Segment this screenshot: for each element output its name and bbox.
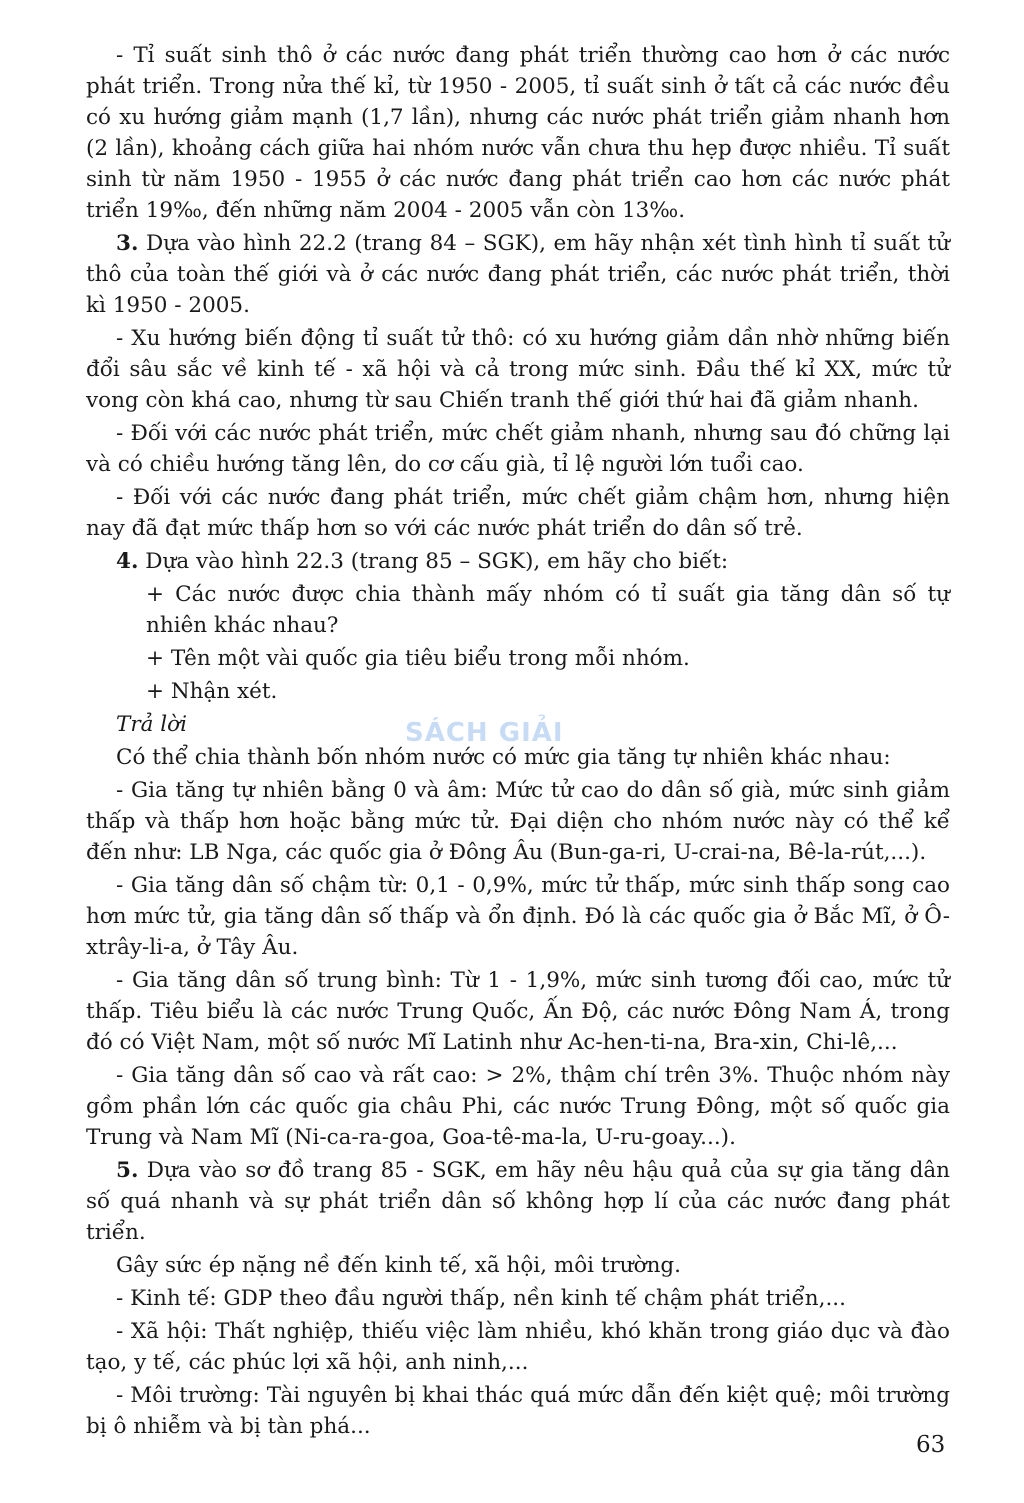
question-number: 3. (116, 231, 139, 256)
text-paragraph (86, 1060, 950, 1153)
paragraph-text: - Gia tăng dân số chậm từ: 0,1 - 0,9%, mức tử thấp, mức sinh thấp song cao hơn mức tử, gia tăng dân số thấp và ổn định. Đó là các quốc gia ở Bắc Mĩ, ở Ô-xtrây-li-a, ở Tây Âu. (86, 873, 950, 960)
paragraph-text: - Xã hội: Thất nghiệp, thiếu việc làm nhiều, khó khăn trong giáo dục và đào tạo, y tế, các phúc lợi xã hội, anh ninh,... (86, 1319, 950, 1375)
paragraph-text: - Gia tăng dân số trung bình: Từ 1 - 1,9%, mức sinh tương đối cao, mức tử thấp. Tiêu biểu là các nước Trung Quốc, Ấn Độ, các nước Đông Nam Á, trong đó có Việt Nam, một số nước Mĩ Latinh như Ac-hen-ti-na, Bra-xin, Chi-lê,... (86, 968, 950, 1055)
paragraph-text: - Xu hướng biến động tỉ suất tử thô: có xu hướng giảm dần nhờ những biến đổi sâu sắc về kinh tế - xã hội và cả trong mức sinh. Đầu thế kỉ XX, mức tử vong còn khá cao, nhưng từ sau Chiến tranh thế giới thứ hai đã giảm nhanh. (86, 326, 950, 413)
question-paragraph (86, 228, 950, 321)
question-number: 5. (116, 1158, 139, 1183)
paragraph-text: + Tên một vài quốc gia tiêu biểu trong mỗi nhóm. (146, 646, 690, 671)
text-paragraph (86, 323, 950, 416)
paragraph-text: - Đối với các nước phát triển, mức chết giảm nhanh, nhưng sau đó chững lại và có chiều hướng tăng lên, do cơ cấu già, tỉ lệ người lớn tuổi cao. (86, 421, 950, 477)
text-paragraph (86, 1380, 950, 1442)
paragraph-text: Gây sức ép nặng nề đến kinh tế, xã hội, môi trường. (116, 1253, 682, 1278)
text-paragraph (86, 579, 950, 641)
text-paragraph (86, 40, 950, 226)
paragraph-text: - Gia tăng dân số cao và rất cao: > 2%, thậm chí trên 3%. Thuộc nhóm này gồm phần lớn các quốc gia châu Phi, các nước Trung Đông, một số quốc gia Trung và Nam Mĩ (Ni-ca-ra-goa, Goa-tê-ma-la, U-ru-goay...). (86, 1063, 950, 1150)
question-number: 4. (116, 549, 139, 574)
text-paragraph (86, 870, 950, 963)
watermark-logo: SÁCH GIẢI (405, 718, 564, 748)
text-paragraph (86, 1283, 950, 1314)
text-paragraph (86, 676, 950, 707)
paragraph-text: Dựa vào sơ đồ trang 85 - SGK, em hãy nêu hậu quả của sự gia tăng dân số quá nhanh và sự phát triển dân số không hợp lí của các nước đang phát triển. (86, 1158, 950, 1245)
question-paragraph (86, 546, 950, 577)
paragraph-text: - Gia tăng tự nhiên bằng 0 và âm: Mức tử cao do dân số già, mức sinh giảm thấp và thấp hơn hoặc bằng mức tử. Đại diện cho nhóm nước này có thể kể đến như: LB Nga, các quốc gia ở Đông Âu (Bun-ga-ri, U-crai-na, Bê-la-rút,...). (86, 778, 950, 865)
paragraph-text: + Các nước được chia thành mấy nhóm có tỉ suất gia tăng dân số tự nhiên khác nhau? (146, 582, 950, 638)
paragraph-text: Dựa vào hình 22.2 (trang 84 – SGK), em hãy nhận xét tình hình tỉ suất tử thô của toàn thế giới và ở các nước đang phát triển, các nước phát triển, thời kì 1950 - 2005. (86, 231, 950, 318)
text-paragraph (86, 775, 950, 868)
question-paragraph (86, 1155, 950, 1248)
paragraph-text: + Nhận xét. (146, 679, 278, 704)
text-paragraph (86, 418, 950, 480)
paragraph-text: Có thể chia thành bốn nhóm nước có mức gia tăng tự nhiên khác nhau: (116, 745, 891, 770)
paragraph-text: Dựa vào hình 22.3 (trang 85 – SGK), em hãy cho biết: (138, 549, 729, 574)
paragraph-text: - Đối với các nước đang phát triển, mức chết giảm chậm hơn, nhưng hiện nay đã đạt mức thấp hơn so với các nước phát triển do dân số trẻ. (86, 485, 950, 541)
text-paragraph (86, 965, 950, 1058)
text-paragraph (86, 1316, 950, 1378)
text-paragraph (86, 643, 950, 674)
paragraph-text: - Kinh tế: GDP theo đầu người thấp, nền kinh tế chậm phát triển,... (116, 1286, 846, 1311)
page-number: 63 (916, 1432, 946, 1458)
paragraph-text: - Tỉ suất sinh thô ở các nước đang phát triển thường cao hơn ở các nước phát triển. Trong nửa thế kỉ, từ 1950 - 2005, tỉ suất sinh ở tất cả các nước đều có xu hướng giảm mạnh (1,7 lần), nhưng các nước phát triển giảm nhanh hơn (2 lần), khoảng cách giữa hai nhóm nước vẫn chưa thu hẹp được nhiều. Tỉ suất sinh từ năm 1950 - 1955 ở các nước đang phát triển cao hơn các nước phát triển 19‰, đến những năm 2004 - 2005 vẫn còn 13‰. (86, 43, 950, 223)
paragraph-text: Trả lời (116, 712, 187, 737)
text-paragraph (86, 1250, 950, 1281)
paragraph-text: - Môi trường: Tài nguyên bị khai thác quá mức dẫn đến kiệt quệ; môi trường bị ô nhiễm và bị tàn phá... (86, 1383, 950, 1439)
text-paragraph (86, 482, 950, 544)
